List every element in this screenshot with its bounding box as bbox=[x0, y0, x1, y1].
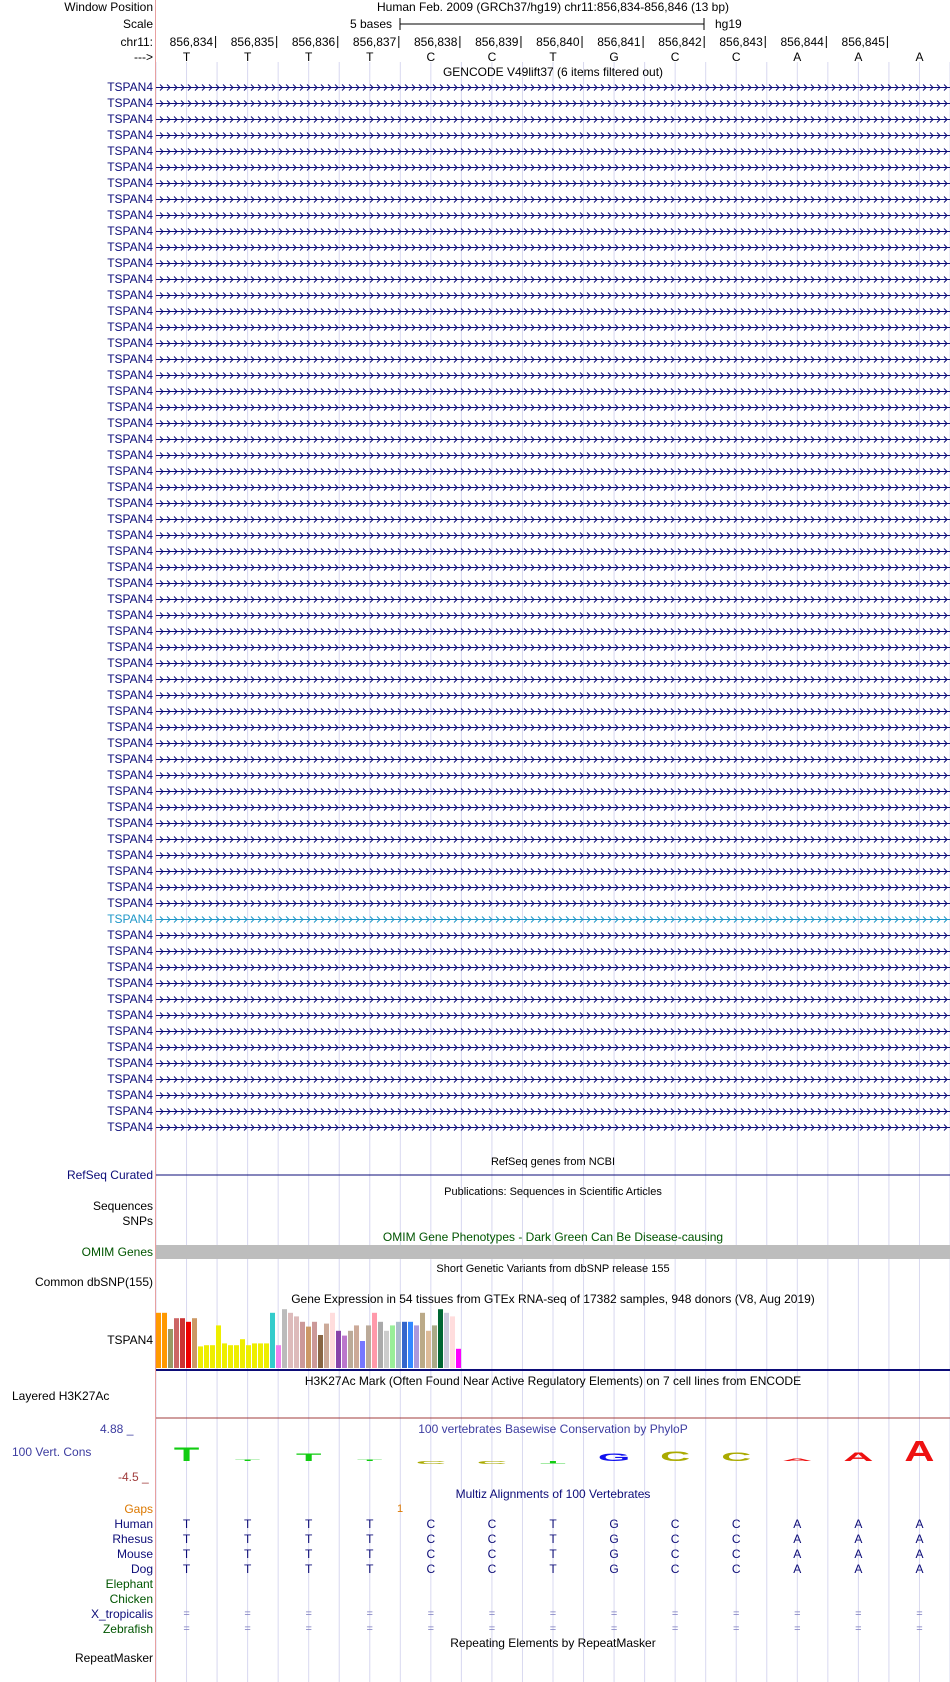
gtex-tissue-bar[interactable] bbox=[396, 1322, 401, 1368]
gtex-tissue-bar[interactable] bbox=[330, 1313, 335, 1368]
transcript-label[interactable]: TSPAN4 bbox=[107, 704, 153, 718]
transcript-label[interactable]: TSPAN4 bbox=[107, 352, 153, 366]
alignment-base: = bbox=[794, 1608, 801, 1620]
position-label: 856,835 bbox=[230, 35, 275, 49]
alignment-base: = bbox=[244, 1608, 251, 1620]
phylop-base-glyph: A bbox=[904, 1435, 935, 1468]
transcript-label[interactable]: TSPAN4 bbox=[107, 736, 153, 750]
gtex-tissue-bar[interactable] bbox=[282, 1309, 287, 1368]
base-letter: A bbox=[854, 50, 863, 64]
alignment-base: T bbox=[366, 1517, 374, 1531]
alignment-base: = bbox=[671, 1608, 679, 1620]
alignment-base: C bbox=[731, 1547, 741, 1561]
transcript-label[interactable]: TSPAN4 bbox=[107, 400, 153, 414]
gtex-tissue-bar[interactable] bbox=[300, 1322, 305, 1368]
gtex-tissue-bar[interactable] bbox=[228, 1345, 233, 1368]
gtex-tissue-bar[interactable] bbox=[372, 1313, 377, 1368]
transcript-label[interactable]: TSPAN4 bbox=[107, 880, 153, 894]
multiz-title: Multiz Alignments of 100 Vertebrates bbox=[455, 1487, 651, 1501]
transcript-label[interactable]: TSPAN4 bbox=[107, 144, 153, 158]
gtex-tissue-bar[interactable] bbox=[288, 1313, 293, 1368]
transcript-label[interactable]: TSPAN4 bbox=[107, 1104, 153, 1118]
gtex-tissue-bar[interactable] bbox=[222, 1343, 227, 1368]
alignment-base: T bbox=[366, 1547, 374, 1561]
phylop-base-glyph: A bbox=[843, 1450, 874, 1464]
alignment-base: T bbox=[243, 1532, 252, 1546]
window-position-label: Window Position bbox=[64, 0, 153, 14]
gtex-tissue-bar[interactable] bbox=[420, 1313, 425, 1368]
alignment-base: C bbox=[426, 1547, 436, 1561]
transcript-label[interactable]: TSPAN4 bbox=[107, 560, 153, 574]
gtex-tissue-bar[interactable] bbox=[348, 1331, 353, 1368]
alignment-base: C bbox=[426, 1532, 436, 1546]
phylop-base-glyph: T bbox=[540, 1460, 566, 1465]
publications-sequences-label[interactable]: Sequences bbox=[92, 1199, 153, 1213]
position-label: 856,840 bbox=[536, 35, 580, 49]
gtex-tissue-bar[interactable] bbox=[444, 1313, 449, 1368]
alignment-base: T bbox=[182, 1547, 191, 1561]
transcript-label[interactable]: TSPAN4 bbox=[107, 208, 153, 222]
gtex-tissue-bar[interactable] bbox=[180, 1318, 185, 1368]
transcript-label[interactable]: TSPAN4 bbox=[107, 992, 153, 1006]
alignment-base: = bbox=[183, 1608, 190, 1620]
chrom-label: chr11: bbox=[120, 35, 153, 49]
alignment-base: A bbox=[793, 1517, 802, 1531]
transcript-label[interactable]: TSPAN4 bbox=[107, 752, 153, 766]
phylop-base-glyph: A bbox=[782, 1457, 813, 1462]
gtex-label[interactable]: TSPAN4 bbox=[107, 1333, 153, 1347]
transcript-label[interactable]: TSPAN4 bbox=[107, 256, 153, 270]
transcript-label[interactable]: TSPAN4 bbox=[107, 1024, 153, 1038]
alignment-base: A bbox=[854, 1517, 863, 1531]
alignment-base: G bbox=[609, 1532, 619, 1546]
transcript-label[interactable]: TSPAN4 bbox=[107, 928, 153, 942]
gtex-tissue-bar[interactable] bbox=[318, 1335, 323, 1368]
gtex-tissue-bar[interactable] bbox=[408, 1322, 413, 1368]
h3k27ac-label[interactable]: Layered H3K27Ac bbox=[12, 1389, 110, 1403]
gtex-tissue-bar[interactable] bbox=[264, 1343, 269, 1368]
phylop-base-glyph: C bbox=[660, 1448, 691, 1465]
gtex-tissue-bar[interactable] bbox=[204, 1345, 209, 1368]
phylop-base-glyph: T bbox=[295, 1451, 322, 1464]
phylop-base-glyph: T bbox=[173, 1443, 200, 1466]
alignment-base: = bbox=[488, 1608, 496, 1620]
alignment-base: A bbox=[793, 1562, 802, 1576]
transcript-label[interactable]: TSPAN4 bbox=[107, 848, 153, 862]
alignment-base: T bbox=[366, 1562, 374, 1576]
alignment-base: = bbox=[794, 1623, 801, 1635]
gtex-tissue-bar[interactable] bbox=[276, 1345, 281, 1368]
gtex-tissue-bar[interactable] bbox=[354, 1325, 359, 1368]
transcript-label[interactable]: TSPAN4 bbox=[107, 288, 153, 302]
publications-title: Publications: Sequences in Scientific Articles bbox=[444, 1186, 662, 1198]
refseq-title: RefSeq genes from NCBI bbox=[490, 1156, 616, 1168]
alignment-base: T bbox=[549, 1517, 557, 1531]
alignment-base: = bbox=[366, 1608, 373, 1620]
alignment-base: = bbox=[855, 1623, 862, 1635]
alignment-base: G bbox=[609, 1562, 619, 1576]
transcript-label[interactable]: TSPAN4 bbox=[107, 1072, 153, 1086]
alignment-base: = bbox=[305, 1623, 312, 1635]
omim-label[interactable]: OMIM Genes bbox=[81, 1245, 153, 1259]
base-letter: T bbox=[366, 50, 374, 64]
gtex-tissue-bar[interactable] bbox=[162, 1313, 167, 1368]
transcript-label[interactable]: TSPAN4 bbox=[107, 176, 153, 190]
gtex-tissue-bar[interactable] bbox=[234, 1345, 239, 1368]
species-label[interactable]: Chicken bbox=[109, 1592, 153, 1606]
alignment-base: C bbox=[487, 1562, 497, 1576]
alignment-base: C bbox=[670, 1547, 680, 1561]
base-letter: C bbox=[731, 50, 741, 64]
alignment-base: T bbox=[549, 1562, 557, 1576]
alignment-base: T bbox=[305, 1517, 313, 1531]
alignment-base: T bbox=[305, 1547, 313, 1561]
alignment-base: = bbox=[549, 1623, 557, 1635]
alignment-base: T bbox=[182, 1517, 191, 1531]
alignment-base: = bbox=[733, 1608, 740, 1620]
transcript-label[interactable]: TSPAN4 bbox=[107, 1120, 153, 1134]
transcript-label[interactable]: TSPAN4 bbox=[107, 944, 153, 958]
transcript-label[interactable]: TSPAN4 bbox=[107, 320, 153, 334]
transcript-label[interactable]: TSPAN4 bbox=[107, 624, 153, 638]
transcript-label[interactable]: TSPAN4 bbox=[107, 800, 153, 814]
dbsnp-title: Short Genetic Variants from dbSNP release 155 bbox=[436, 1263, 670, 1275]
transcript-label[interactable]: TSPAN4 bbox=[107, 1088, 153, 1102]
alignment-base: C bbox=[487, 1532, 497, 1546]
alignment-base: = bbox=[488, 1623, 496, 1635]
gtex-tissue-bar[interactable] bbox=[378, 1322, 383, 1368]
transcript-label[interactable]: TSPAN4 bbox=[107, 976, 153, 990]
alignment-base: C bbox=[731, 1517, 741, 1531]
gtex-tissue-bar[interactable] bbox=[198, 1346, 203, 1368]
alignment-base: = bbox=[610, 1608, 618, 1620]
alignment-base: A bbox=[793, 1547, 802, 1561]
gtex-tissue-bar[interactable] bbox=[168, 1329, 173, 1368]
transcript-label[interactable]: TSPAN4 bbox=[107, 432, 153, 446]
species-label[interactable]: Elephant bbox=[105, 1577, 153, 1591]
gencode-title: GENCODE V49lift37 (6 items filtered out) bbox=[442, 65, 664, 79]
base-letter: T bbox=[182, 50, 191, 64]
alignment-base: = bbox=[427, 1623, 435, 1635]
transcript-label[interactable]: TSPAN4 bbox=[107, 1008, 153, 1022]
phylop-max-label: 4.88 _ bbox=[100, 1422, 134, 1436]
transcript-label[interactable]: TSPAN4 bbox=[107, 816, 153, 830]
phylop-label[interactable]: 100 Vert. Cons bbox=[12, 1445, 92, 1459]
species-label[interactable]: Mouse bbox=[116, 1547, 153, 1561]
alignment-base: T bbox=[305, 1562, 313, 1576]
base-letter: T bbox=[549, 50, 557, 64]
alignment-base: = bbox=[549, 1608, 557, 1620]
alignment-base: G bbox=[609, 1547, 619, 1561]
gap-marker: 1 bbox=[397, 1503, 404, 1515]
transcript-label[interactable]: TSPAN4 bbox=[107, 544, 153, 558]
gtex-tissue-bar[interactable] bbox=[438, 1309, 443, 1368]
alignment-base: = bbox=[671, 1623, 679, 1635]
gtex-tissue-bar[interactable] bbox=[210, 1345, 215, 1368]
transcript-label[interactable]: TSPAN4 bbox=[107, 96, 153, 110]
transcript-label[interactable]: TSPAN4 bbox=[107, 912, 153, 926]
alignment-base: C bbox=[670, 1562, 680, 1576]
transcript-label[interactable]: TSPAN4 bbox=[107, 240, 153, 254]
refseq-label[interactable]: RefSeq Curated bbox=[66, 1168, 153, 1182]
alignment-base: T bbox=[549, 1532, 557, 1546]
transcript-label[interactable]: TSPAN4 bbox=[107, 368, 153, 382]
alignment-base: C bbox=[731, 1562, 741, 1576]
repeatmasker-title: Repeating Elements by RepeatMasker bbox=[450, 1636, 656, 1650]
position-label: 856,837 bbox=[352, 35, 397, 49]
alignment-base: C bbox=[731, 1532, 741, 1546]
alignment-base: C bbox=[426, 1562, 436, 1576]
transcript-label[interactable]: TSPAN4 bbox=[107, 656, 153, 670]
species-label[interactable]: Human bbox=[114, 1517, 153, 1531]
alignment-base: C bbox=[670, 1532, 680, 1546]
alignment-base: = bbox=[366, 1623, 373, 1635]
gtex-tissue-bar[interactable] bbox=[324, 1324, 329, 1368]
transcript-label[interactable]: TSPAN4 bbox=[107, 832, 153, 846]
alignment-base: = bbox=[733, 1623, 740, 1635]
transcript-label[interactable]: TSPAN4 bbox=[107, 448, 153, 462]
scale-assembly: hg19 bbox=[715, 17, 742, 31]
gtex-tissue-bar[interactable] bbox=[456, 1349, 461, 1368]
alignment-base: A bbox=[854, 1547, 863, 1561]
base-letter: G bbox=[609, 50, 619, 64]
position-label: 856,838 bbox=[413, 35, 458, 49]
scale-label: Scale bbox=[122, 17, 153, 31]
gtex-tissue-bar[interactable] bbox=[258, 1343, 263, 1368]
alignment-base: T bbox=[549, 1547, 557, 1561]
gtex-tissue-bar[interactable] bbox=[174, 1318, 179, 1368]
omim-bar[interactable] bbox=[156, 1245, 950, 1259]
alignment-base: A bbox=[915, 1562, 924, 1576]
species-label[interactable]: X_tropicalis bbox=[90, 1607, 153, 1621]
alignment-base: A bbox=[915, 1532, 924, 1546]
gtex-tissue-bar[interactable] bbox=[432, 1325, 437, 1368]
gtex-tissue-bar[interactable] bbox=[306, 1327, 311, 1368]
alignment-base: = bbox=[305, 1608, 312, 1620]
position-label: 856,843 bbox=[719, 35, 763, 49]
transcript-label[interactable]: TSPAN4 bbox=[107, 128, 153, 142]
transcript-label[interactable]: TSPAN4 bbox=[107, 896, 153, 910]
transcript-label[interactable]: TSPAN4 bbox=[107, 304, 153, 318]
phylop-base-glyph: C bbox=[476, 1459, 507, 1466]
transcript-label[interactable]: TSPAN4 bbox=[107, 672, 153, 686]
alignment-base: A bbox=[854, 1562, 863, 1576]
alignment-base: A bbox=[854, 1532, 863, 1546]
transcript-label[interactable]: TSPAN4 bbox=[107, 192, 153, 206]
position-label: 856,836 bbox=[291, 35, 336, 49]
alignment-base: C bbox=[670, 1517, 680, 1531]
gtex-tissue-bar[interactable] bbox=[270, 1313, 275, 1368]
transcript-label[interactable]: TSPAN4 bbox=[107, 224, 153, 238]
alignment-base: A bbox=[915, 1517, 924, 1531]
base-letter: T bbox=[305, 50, 313, 64]
position-label: 856,845 bbox=[841, 35, 885, 49]
phylop-title: 100 vertebrates Basewise Conservation by PhyloP bbox=[418, 1422, 688, 1436]
dbsnp-label[interactable]: Common dbSNP(155) bbox=[34, 1275, 153, 1289]
transcript-label[interactable]: TSPAN4 bbox=[107, 384, 153, 398]
base-letter: C bbox=[670, 50, 680, 64]
transcript-label[interactable]: TSPAN4 bbox=[107, 528, 153, 542]
base-letter: C bbox=[487, 50, 497, 64]
position-label: 856,841 bbox=[597, 35, 641, 49]
alignment-base: C bbox=[426, 1517, 436, 1531]
transcript-label[interactable]: TSPAN4 bbox=[107, 768, 153, 782]
alignment-base: T bbox=[243, 1547, 252, 1561]
scale-text: 5 bases bbox=[350, 17, 393, 31]
transcript-label[interactable]: TSPAN4 bbox=[107, 512, 153, 526]
gtex-tissue-bar[interactable] bbox=[246, 1345, 251, 1368]
base-letter: A bbox=[793, 50, 802, 64]
transcript-label[interactable]: TSPAN4 bbox=[107, 336, 153, 350]
transcript-label[interactable]: TSPAN4 bbox=[107, 784, 153, 798]
gtex-tissue-bar[interactable] bbox=[390, 1325, 395, 1368]
alignment-base: T bbox=[366, 1532, 374, 1546]
publications-snps-label[interactable]: SNPs bbox=[122, 1214, 153, 1228]
transcript-label[interactable]: TSPAN4 bbox=[107, 496, 153, 510]
position-label: 856,842 bbox=[658, 35, 702, 49]
transcript-label[interactable]: TSPAN4 bbox=[107, 1040, 153, 1054]
base-letter: A bbox=[915, 50, 924, 64]
gtex-tissue-bar[interactable] bbox=[192, 1318, 197, 1368]
species-label[interactable]: Zebrafish bbox=[102, 1622, 153, 1636]
gtex-tissue-bar[interactable] bbox=[312, 1322, 317, 1368]
phylop-base-glyph: C bbox=[721, 1450, 752, 1464]
gtex-title: Gene Expression in 54 tissues from GTEx RNA-seq of 17382 samples, 948 donors (V8, Aug 2019) bbox=[291, 1292, 815, 1306]
transcript-label[interactable]: TSPAN4 bbox=[107, 576, 153, 590]
gtex-tissue-bar[interactable] bbox=[294, 1316, 299, 1368]
transcript-label[interactable]: TSPAN4 bbox=[107, 688, 153, 702]
alignment-base: A bbox=[793, 1532, 802, 1546]
gtex-tissue-bar[interactable] bbox=[336, 1331, 341, 1368]
transcript-label[interactable]: TSPAN4 bbox=[107, 272, 153, 286]
transcript-label[interactable]: TSPAN4 bbox=[107, 592, 153, 606]
alignment-base: = bbox=[916, 1608, 923, 1620]
phylop-base-glyph: G bbox=[597, 1451, 631, 1464]
alignment-base: T bbox=[243, 1562, 252, 1576]
phylop-min-label: -4.5 _ bbox=[118, 1470, 149, 1484]
position-label: 856,839 bbox=[475, 35, 519, 49]
transcript-label[interactable]: TSPAN4 bbox=[107, 416, 153, 430]
transcript-label[interactable]: TSPAN4 bbox=[107, 464, 153, 478]
gtex-tissue-bar[interactable] bbox=[216, 1325, 221, 1368]
alignment-base: G bbox=[609, 1517, 619, 1531]
gtex-tissue-bar[interactable] bbox=[186, 1322, 191, 1368]
alignment-base: A bbox=[915, 1547, 924, 1561]
alignment-base: T bbox=[243, 1517, 252, 1531]
transcript-label[interactable]: TSPAN4 bbox=[107, 160, 153, 174]
alignment-base: C bbox=[487, 1547, 497, 1561]
gaps-label[interactable]: Gaps bbox=[124, 1502, 153, 1516]
alignment-base: T bbox=[305, 1532, 313, 1546]
gtex-tissue-bar[interactable] bbox=[252, 1343, 257, 1368]
transcript-label[interactable]: TSPAN4 bbox=[107, 960, 153, 974]
base-letter: T bbox=[243, 50, 252, 64]
species-label[interactable]: Rhesus bbox=[112, 1532, 153, 1546]
gtex-tissue-bar[interactable] bbox=[426, 1331, 431, 1368]
repeatmasker-label[interactable]: RepeatMasker bbox=[74, 1651, 153, 1665]
gtex-tissue-bar[interactable] bbox=[342, 1336, 347, 1368]
window-position-value: Human Feb. 2009 (GRCh37/hg19) chr11:856,834-856,846 (13 bp) bbox=[376, 0, 729, 14]
h3k27ac-title: H3K27Ac Mark (Often Found Near Active Regulatory Elements) on 7 cell lines from ENCODE bbox=[304, 1374, 802, 1388]
phylop-base-glyph: T bbox=[357, 1459, 383, 1462]
phylop-base-glyph: T bbox=[234, 1459, 261, 1462]
gtex-tissue-bar[interactable] bbox=[240, 1339, 245, 1368]
transcript-label[interactable]: TSPAN4 bbox=[107, 864, 153, 878]
alignment-base: T bbox=[182, 1562, 191, 1576]
alignment-base: C bbox=[487, 1517, 497, 1531]
transcript-label[interactable]: TSPAN4 bbox=[107, 720, 153, 734]
omim-title: OMIM Gene Phenotypes - Dark Green Can Be Disease-causing bbox=[382, 1230, 724, 1244]
alignment-base: = bbox=[610, 1623, 618, 1635]
alignment-base: = bbox=[244, 1623, 251, 1635]
alignment-base: T bbox=[182, 1532, 191, 1546]
strand-label: ---> bbox=[134, 50, 153, 64]
gtex-tissue-bar[interactable] bbox=[402, 1322, 407, 1368]
phylop-base-glyph: C bbox=[415, 1459, 446, 1466]
gtex-tissue-bar[interactable] bbox=[366, 1325, 371, 1368]
transcript-label[interactable]: TSPAN4 bbox=[107, 1056, 153, 1070]
gtex-tissue-bar[interactable] bbox=[156, 1313, 161, 1368]
transcript-label[interactable]: TSPAN4 bbox=[107, 112, 153, 126]
alignment-base: = bbox=[916, 1623, 923, 1635]
alignment-base: = bbox=[855, 1608, 862, 1620]
transcript-label[interactable]: TSPAN4 bbox=[107, 80, 153, 94]
alignment-base: = bbox=[427, 1608, 435, 1620]
species-label[interactable]: Dog bbox=[130, 1562, 153, 1576]
gtex-tissue-bar[interactable] bbox=[450, 1316, 455, 1368]
transcript-label[interactable]: TSPAN4 bbox=[107, 480, 153, 494]
base-letter: C bbox=[426, 50, 436, 64]
gtex-tissue-bar[interactable] bbox=[384, 1331, 389, 1368]
gtex-tissue-bar[interactable] bbox=[414, 1325, 419, 1368]
position-label: 856,834 bbox=[169, 35, 214, 49]
transcript-label[interactable]: TSPAN4 bbox=[107, 640, 153, 654]
position-label: 856,844 bbox=[780, 35, 824, 49]
gtex-tissue-bar[interactable] bbox=[360, 1341, 365, 1368]
alignment-base: = bbox=[183, 1623, 190, 1635]
transcript-label[interactable]: TSPAN4 bbox=[107, 608, 153, 622]
